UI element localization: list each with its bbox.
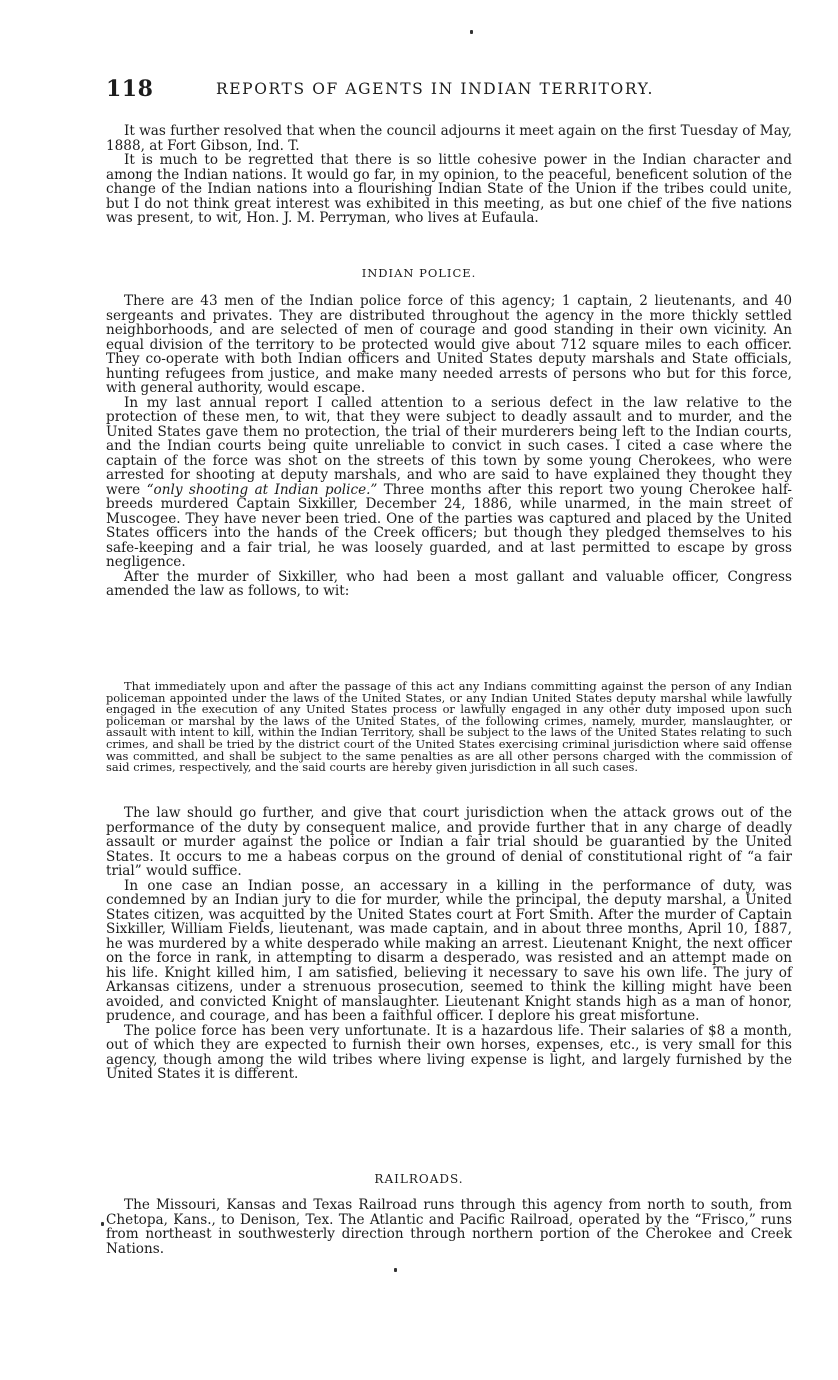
scan-speck bbox=[394, 1268, 397, 1272]
paragraph-text: Three months after this report two young Cherokee half-breeds murdered Captain Sixkiller, December 24, 1886, while unarmed, in the main street of Muscogee. They have never been tried. One of the parties was captured and placed by the United States officers into the hands of the Creek officers; but though they pledged themselves to his safe-keeping and a fair trial, he was loosely guarded, and at last permitted to escape by gross negligence. bbox=[106, 481, 792, 570]
law-quotation bbox=[106, 681, 792, 774]
paragraph: After the murder of Sixkiller, who had been a most gallant and valuable officer, Congress amended the law as follows, to wit: bbox=[106, 568, 792, 599]
paragraph: It was further resolved that when the council adjourns it meet again on the first Tuesday of May, 1888, at Fort Gibson, Ind. T. bbox=[106, 123, 792, 154]
police-section-part-two bbox=[106, 806, 792, 1082]
section-heading-indian-police: INDIAN POLICE. bbox=[361, 266, 477, 280]
paragraph: It is much to be regretted that there is so little cohesive power in the Indian character and among the Indian nations. It would go far, in my opinion, to the peaceful, beneficent solution of the change of the Indian nations into a flourishing Indian State of the Union if the tribes could unite, but I do not think great interest was exhibited in this meeting, as but one chief of the five nations was present, to wit, Hon. J. M. Perryman, who lives at Eufaula. bbox=[106, 152, 792, 226]
railroads-section bbox=[106, 1198, 792, 1256]
intro-section bbox=[106, 124, 792, 226]
section-heading-railroads: RAILROADS. bbox=[374, 1172, 464, 1186]
police-section-part-one bbox=[106, 294, 792, 599]
scan-speck bbox=[470, 30, 473, 34]
page-header bbox=[106, 76, 786, 106]
paragraph-text: In my last annual report I called attention to a serious defect in the law relative to the protection of these men, to wit, that they were subject to deadly assault and to murder, and the United States gave them no protection, the trial of their murderers being left to the Indian courts, and the Indian courts being quite unreliable to convict in such cases. I cited a case where the captain of the force was shot on the streets of this town by some young Cherokees, who were arrested for shooting at deputy marshals, and who are said to have explained they thought they were bbox=[106, 394, 792, 498]
paragraph: The Missouri, Kansas and Texas Railroad runs through this agency from north to south, from Chetopa, Kans., to Denison, Tex. The Atlantic and Pacific Railroad, operated by the “Frisco,” runs from northeast in southwesterly direction through northern portion of the Cherokee and Creek Nations. bbox=[106, 1197, 792, 1257]
quoted-law-text: That immediately upon and after the passage of this act any Indians committing against the person of any Indian policeman appointed under the laws of the United States, or any Indian United States deputy marshal while lawfully engaged in the execution of any United States process or lawfully engaged in any other duty imposed upon such policeman or marshal by the laws of the United States, of the following crimes, namely, murder, manslaughter, or assault with intent to kill, within the Indian Territory, shall be subject to the laws of the United States relating to such crimes, and shall be tried by the district court of the United States exercising criminal jurisdiction where said offense was committed, and shall be subject to the same penalties as are all other persons charged with the commission of said crimes, respectively, and the said courts are hereby given jurisdiction in all such cases. bbox=[106, 679, 792, 775]
paragraph-defect bbox=[106, 396, 792, 570]
paragraph: The law should go further, and give that court jurisdiction when the attack grows out of the performance of the duty by consequent malice, and provide further that in any charge of deadly assault or murder against the police or Indian a fair trial should be guarantied by the United States. It occurs to me a habeas corpus on the ground of denial of constitutional right of “a fair trial” would suffice. bbox=[106, 805, 792, 879]
running-title: REPORTS OF AGENTS IN INDIAN TERRITORY. bbox=[216, 80, 654, 98]
scan-speck bbox=[101, 1222, 104, 1226]
paragraph: The police force has been very unfortunate. It is a hazardous life. Their salaries of $8 a month, out of which they are expected to furnish their own horses, expenses, etc., is very small for this agency, though among the wild tribes where living expense is light, and largely furnished by the United States it is different. bbox=[106, 1022, 792, 1082]
italic-quote: “only shooting at Indian police.” bbox=[146, 481, 378, 498]
paragraph: There are 43 men of the Indian police force of this agency; 1 captain, 2 lieutenants, and 40 sergeants and privates. They are distributed throughout the agency in the more thickly settled neighborhoods, and are selected of men of courage and good standing in their own vicinity. An equal division of the territory to be protected would give about 712 square miles to each officer. They co-operate with both Indian officers and United States deputy marshals and State officials, hunting refugees from justice, and make many needed arrests of persons who but for this force, with general authority, would escape. bbox=[106, 293, 792, 396]
page-number: 118 bbox=[106, 76, 154, 102]
paragraph: In one case an Indian posse, an accessary in a killing in the performance of duty, was condemned by an Indian jury to die for murder, while the principal, the deputy marshal, a United States citizen, was acquitted by the United States court at Fort Smith. After the murder of Captain Sixkiller, William Fields, lieutenant, was made captain, and in about three months, April 10, 1887, he was murdered by a white desperado while making an arrest. Lieutenant Knight, the next officer on the force in rank, in attempting to disarm a desperado, was resisted and an attempt made on his life. Knight killed him, I am satisfied, believing it necessary to save his own life. The jury of Arkansas citizens, under a strenuous prosecution, seemed to think the killing might have been avoided, and convicted Knight of manslaughter. Lieutenant Knight stands high as a man of honor, prudence, and courage, and has been a faithful officer. I deplore his great misfortune. bbox=[106, 877, 792, 1024]
